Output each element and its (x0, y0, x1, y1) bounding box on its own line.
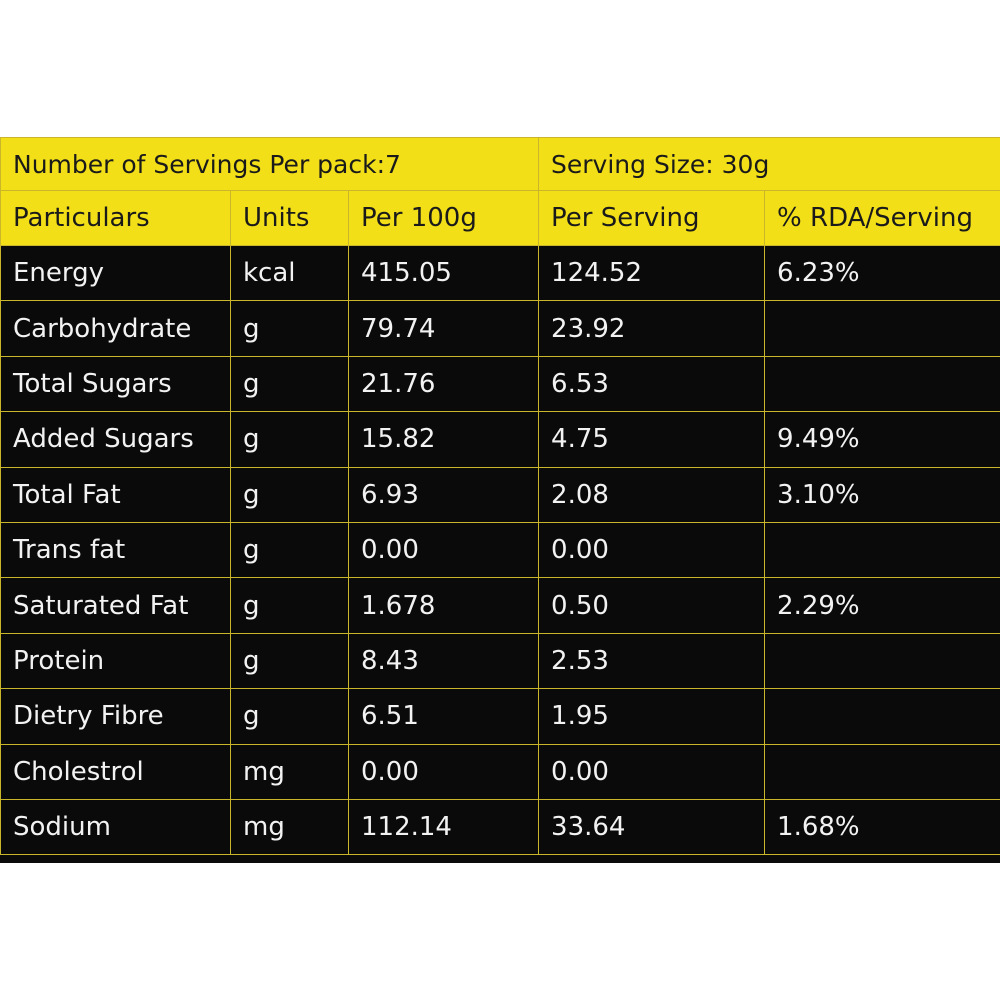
cell-particular: Total Sugars (1, 356, 231, 411)
cell-per-100g: 415.05 (349, 246, 539, 301)
cell-unit: g (231, 301, 349, 356)
cell-per-100g: 21.76 (349, 356, 539, 411)
cell-rda (765, 689, 1000, 744)
table-row (1, 412, 1000, 467)
table-row (1, 744, 1000, 799)
cell-per-100g: 8.43 (349, 633, 539, 688)
column-header-rda: % RDA/Serving (765, 191, 1000, 246)
cell-per-serving: 0.00 (539, 522, 765, 577)
table-row (1, 633, 1000, 688)
cell-unit: g (231, 633, 349, 688)
cell-per-serving: 2.53 (539, 633, 765, 688)
cell-rda (765, 633, 1000, 688)
cell-per-100g: 6.93 (349, 467, 539, 522)
table-row (1, 356, 1000, 411)
cell-rda (765, 744, 1000, 799)
cell-particular: Saturated Fat (1, 578, 231, 633)
cell-per-serving: 4.75 (539, 412, 765, 467)
cell-unit: g (231, 689, 349, 744)
table-row (1, 522, 1000, 577)
cell-per-serving: 23.92 (539, 301, 765, 356)
cell-rda (765, 356, 1000, 411)
cell-per-100g: 0.00 (349, 744, 539, 799)
table-row (1, 689, 1000, 744)
cell-rda: 9.49% (765, 412, 1000, 467)
cell-rda: 6.23% (765, 246, 1000, 301)
nutrition-facts-table (0, 137, 1000, 855)
cell-unit: mg (231, 744, 349, 799)
cell-unit: g (231, 578, 349, 633)
cell-particular: Dietry Fibre (1, 689, 231, 744)
cell-particular: Carbohydrate (1, 301, 231, 356)
column-header-row (1, 191, 1000, 246)
table-row (1, 246, 1000, 301)
cell-per-serving: 1.95 (539, 689, 765, 744)
column-header-particulars: Particulars (1, 191, 231, 246)
cell-rda: 1.68% (765, 799, 1000, 854)
cell-unit: g (231, 356, 349, 411)
cell-per-serving: 6.53 (539, 356, 765, 411)
cell-rda (765, 301, 1000, 356)
cell-per-100g: 112.14 (349, 799, 539, 854)
cell-unit: kcal (231, 246, 349, 301)
cell-per-100g: 15.82 (349, 412, 539, 467)
cell-per-serving: 0.50 (539, 578, 765, 633)
column-header-units: Units (231, 191, 349, 246)
cell-unit: g (231, 467, 349, 522)
cell-per-100g: 79.74 (349, 301, 539, 356)
table-row (1, 301, 1000, 356)
servings-per-pack: Number of Servings Per pack:7 (1, 138, 539, 191)
cell-rda: 2.29% (765, 578, 1000, 633)
cell-particular: Total Fat (1, 467, 231, 522)
table-row (1, 578, 1000, 633)
cell-particular: Cholestrol (1, 744, 231, 799)
cell-per-serving: 124.52 (539, 246, 765, 301)
column-header-per-serving: Per Serving (539, 191, 765, 246)
column-header-per-100g: Per 100g (349, 191, 539, 246)
cell-particular: Energy (1, 246, 231, 301)
cell-per-100g: 1.678 (349, 578, 539, 633)
cell-rda: 3.10% (765, 467, 1000, 522)
table-row (1, 467, 1000, 522)
cell-particular: Added Sugars (1, 412, 231, 467)
cell-per-100g: 6.51 (349, 689, 539, 744)
cell-per-serving: 0.00 (539, 744, 765, 799)
cell-particular: Protein (1, 633, 231, 688)
cell-per-serving: 2.08 (539, 467, 765, 522)
table-row (1, 799, 1000, 854)
cell-unit: mg (231, 799, 349, 854)
cell-unit: g (231, 412, 349, 467)
cell-particular: Sodium (1, 799, 231, 854)
serving-size: Serving Size: 30g (539, 138, 1000, 191)
cell-rda (765, 522, 1000, 577)
cell-particular: Trans fat (1, 522, 231, 577)
cell-unit: g (231, 522, 349, 577)
serving-info-row (1, 138, 1000, 191)
cell-per-100g: 0.00 (349, 522, 539, 577)
cell-per-serving: 33.64 (539, 799, 765, 854)
